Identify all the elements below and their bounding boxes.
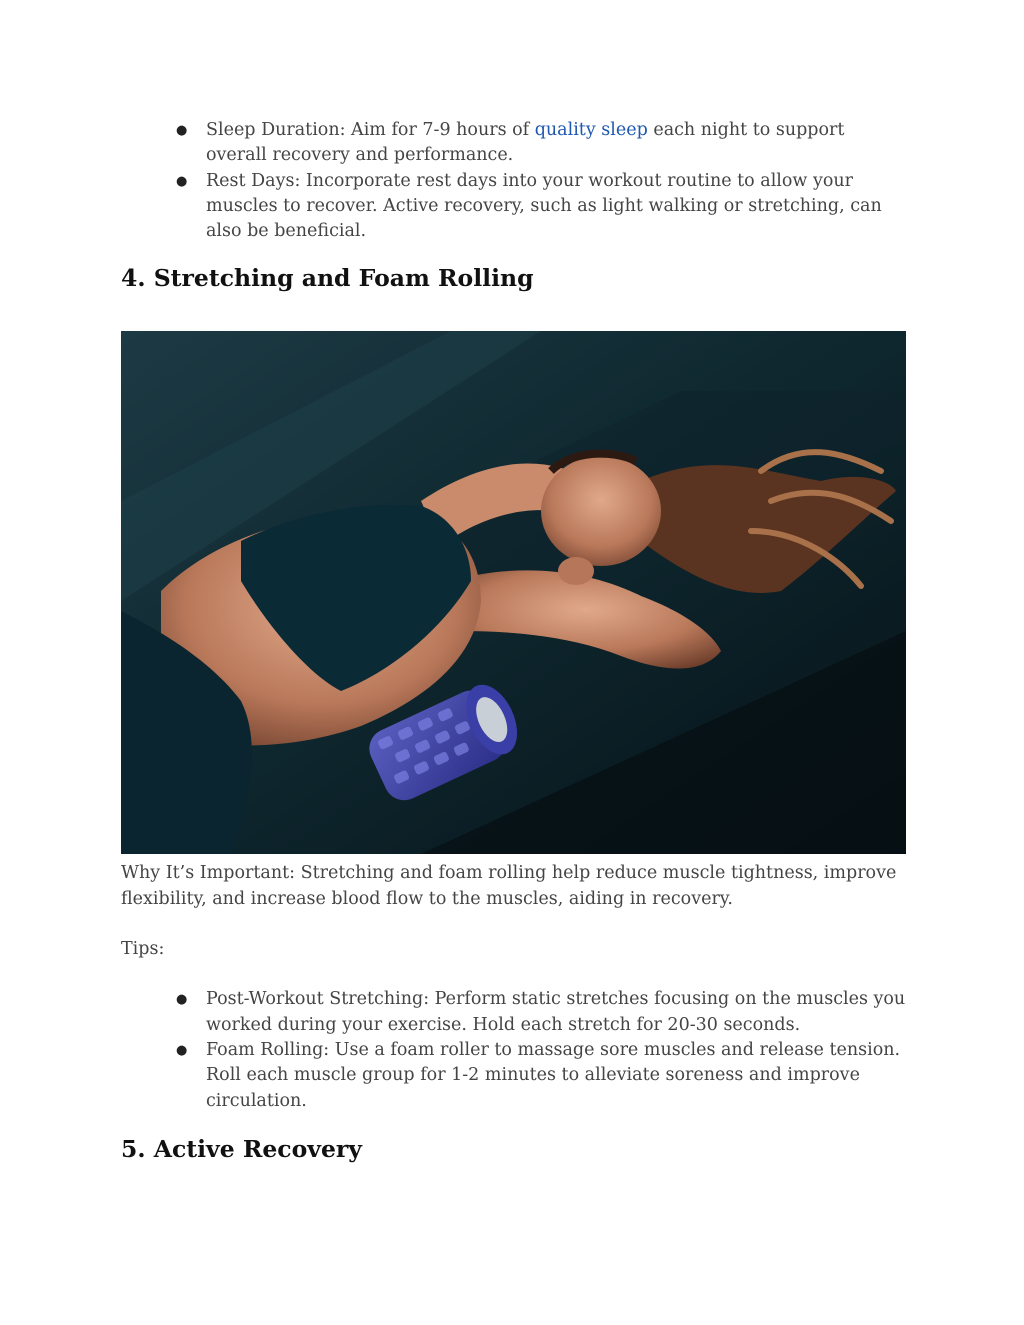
section-heading-stretching: 4. Stretching and Foam Rolling <box>121 264 534 293</box>
list-item-text: Rest Days: Incorporate rest days into your workout routine to allow your muscles to recover. Active recovery, such as light walking or stretching, can also be beneficial. <box>206 170 882 242</box>
list-item-text: Foam Rolling: Use a foam roller to massage sore muscles and release tension. Roll each muscle group for 1-2 minutes to alleviate soreness and improve circulation. <box>206 1039 901 1111</box>
list-item <box>176 1038 906 1114</box>
list-item <box>176 118 906 169</box>
foam-rolling-photo <box>121 331 906 854</box>
section-heading-active-recovery: 5. Active Recovery <box>121 1134 362 1163</box>
bullet-icon: ● <box>176 173 188 189</box>
sleep-tips-list <box>121 118 906 244</box>
bullet-icon: ● <box>176 992 188 1008</box>
bullet-icon: ● <box>176 1042 188 1058</box>
list-item <box>176 169 906 245</box>
document-page <box>121 118 906 1164</box>
why-important-paragraph: Why It’s Important: Stretching and foam rolling help reduce muscle tightness, improve flexibility, and increase blood flow to the muscles, aiding in recovery. <box>121 863 897 909</box>
stretching-tips-list <box>121 987 906 1113</box>
bullet-icon: ● <box>176 123 188 138</box>
tips-label: Tips: <box>121 939 165 960</box>
list-item-text-prefix: Sleep Duration: Aim for 7-9 hours of <box>206 120 535 140</box>
list-item-text: Post-Workout Stretching: Perform static stretches focusing on the muscles you worked during your exercise. Hold each stretch for 20-30 seconds. <box>206 989 906 1035</box>
list-item-text-suffix: each night to support overall recovery and performance. <box>206 120 845 166</box>
list-item <box>176 987 906 1038</box>
quality-sleep-link[interactable]: quality sleep <box>534 120 648 140</box>
